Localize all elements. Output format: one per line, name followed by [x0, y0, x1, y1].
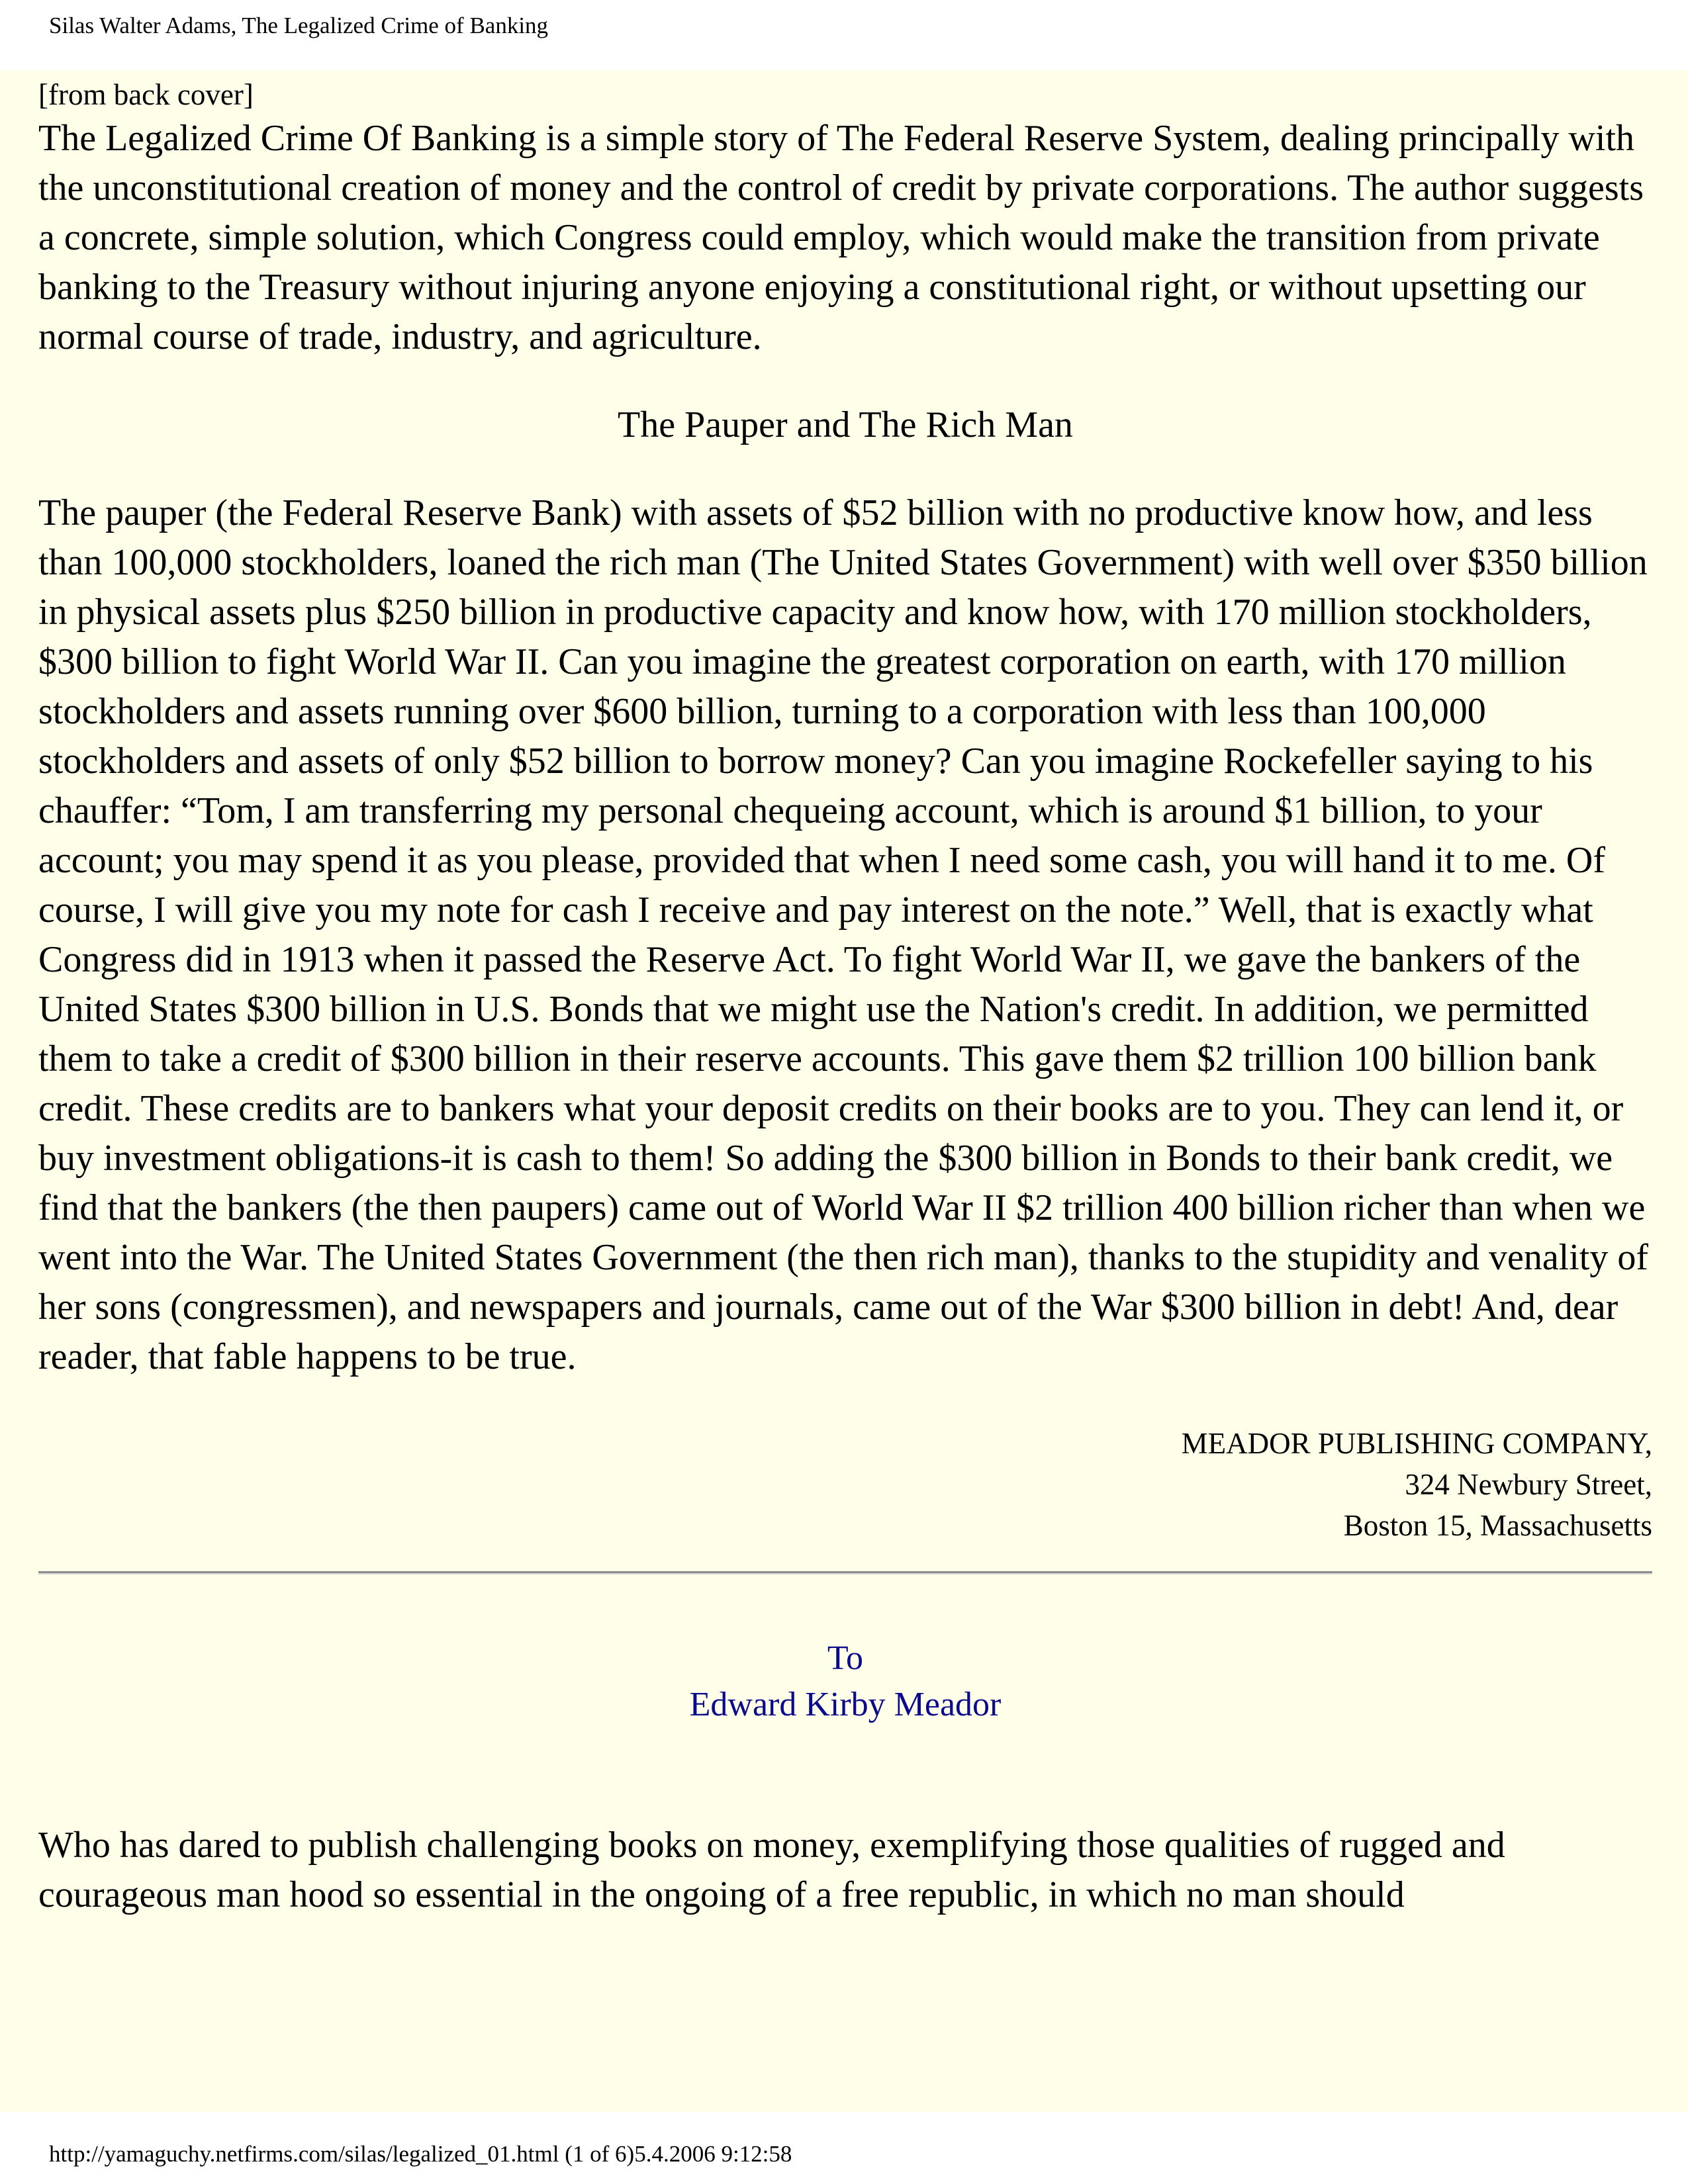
publisher-block: [38, 1423, 1652, 1546]
publisher-city: Boston 15, Massachusetts: [1343, 1509, 1652, 1542]
document-content: [38, 75, 1652, 1920]
print-footer-url: http://yamaguchy.netfirms.com/silas/legalized_01.html (1 of 6)5.4.2006 9:12:58: [49, 2141, 792, 2167]
dedication-line-to: To: [827, 1639, 864, 1677]
document-page: [0, 70, 1688, 2112]
print-header-title: Silas Walter Adams, The Legalized Crime of Banking: [49, 13, 549, 38]
back-cover-note: [from back cover]: [38, 78, 254, 111]
horizontal-rule: [38, 1571, 1652, 1574]
dedication-block: [38, 1635, 1652, 1728]
dedication-recipient: Edward Kirby Meador: [689, 1686, 1002, 1723]
back-cover-intro: The Legalized Crime Of Banking is a simple story of The Federal Reserve System, dealing principally with the unconstitutional creation of money and the control of credit by private corporations. The author suggests a concrete, simple solution, which Congress could employ, which would make the transition from private banking to the Treasury without injuring anyone enjoying a constitutional right, or without upsetting our normal course of trade, industry, and agriculture.: [38, 118, 1644, 357]
dedication-paragraph: Who has dared to publish challenging books on money, exemplifying those qualities of rugged and courageous man hood so essential in the ongoing of a free republic, in which no man should: [38, 1825, 1505, 1915]
fable-paragraph: The pauper (the Federal Reserve Bank) with assets of $52 billion with no productive know how, and less than 100,000 stockholders, loaned the rich man (The United States Government) with well over $350 billion in physical assets plus $250 billion in productive capacity and know how, with 170 million stockholders, $300 billion to fight World War II. Can you imagine the greatest corporation on earth, with 170 million stockholders and assets running over $600 billion, turning to a corporation with less than 100,000 stockholders and assets of only $52 billion to borrow money? Can you imagine Rockefeller saying to his chauffer: “Tom, I am transferring my personal chequeing account, which is around $1 billion, to your account; you may spend it as you please, provided that when I need some cash, you will hand it to me. Of course, I will give you my note for cash I receive and pay interest on the note.” Well, that is exactly what Congress did in 1913 when it passed the Reserve Act. To fight World War II, we gave the bankers of the United States $300 billion in U.S. Bonds that we might use the Nation's credit. In addition, we permitted them to take a credit of $300 billion in their reserve accounts. This gave them $2 trillion 100 billion bank credit. These credits are to bankers what your deposit credits on their books are to you. They can lend it, or buy investment obligations-it is cash to them! So adding the $300 billion in Bonds to their bank credit, we find that the bankers (the then paupers) came out of World War II $2 trillion 400 billion richer than when we went into the War. The United States Government (the then rich man), thanks to the stupidity and venality of her sons (congressmen), and newspapers and journals, came out of the War $300 billion in debt! And, dear reader, that fable happens to be true.: [38, 492, 1649, 1377]
section-heading: The Pauper and The Rich Man: [618, 404, 1073, 445]
publisher-street: 324 Newbury Street,: [1405, 1468, 1652, 1501]
publisher-name: MEADOR PUBLISHING COMPANY,: [1181, 1427, 1652, 1460]
